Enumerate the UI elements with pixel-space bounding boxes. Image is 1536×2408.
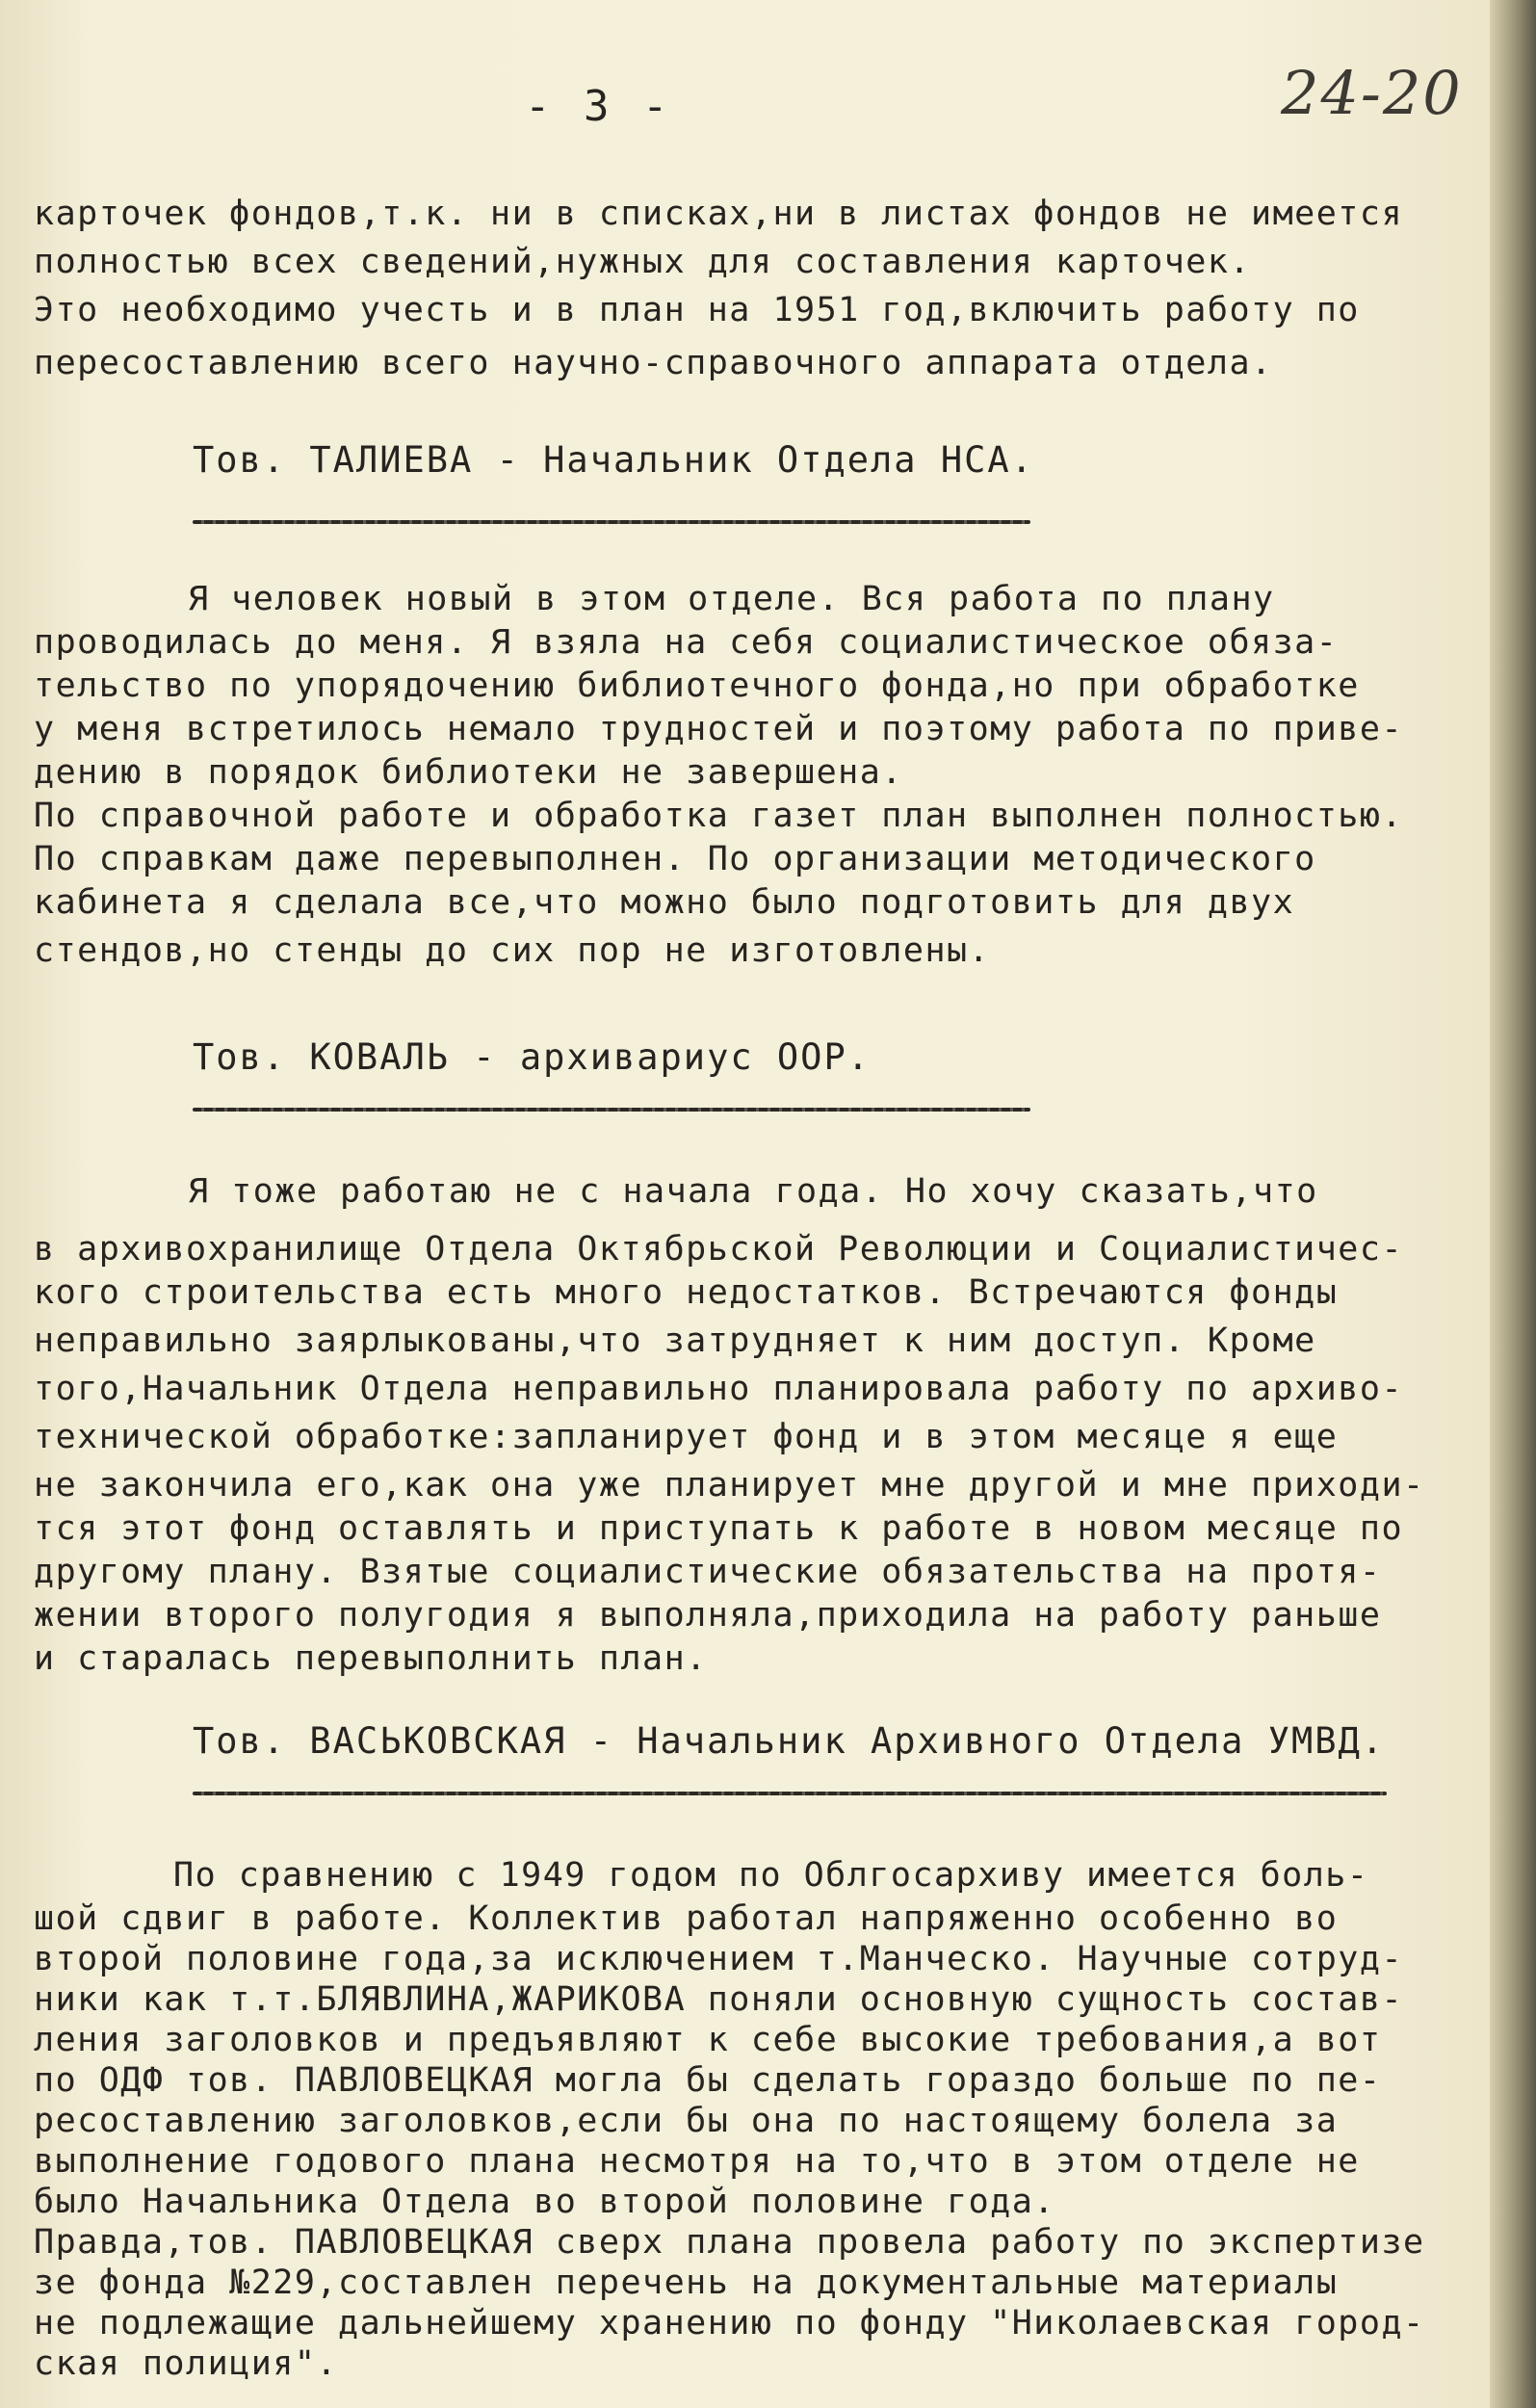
text-line: было Начальника Отдела во второй половине года. xyxy=(34,2183,1055,2221)
text-line: тся этот фонд оставлять и приступать к работе в новом месяце по xyxy=(34,1509,1404,1548)
text-line: в архивохранилище Отдела Октябрьской Революции и Социалистичес- xyxy=(34,1230,1404,1269)
text-line: ления заголовков и предъявляют к себе высокие требования,а вот xyxy=(34,2021,1382,2059)
text-line: По справочной работе и обработка газет план выполнен полностью. xyxy=(34,797,1404,835)
text-line: карточек фондов,т.к. ни в списках,ни в листах фондов не имеется xyxy=(34,195,1404,233)
text-line: кого строительства есть много недостатков. Встречаются фонды xyxy=(34,1273,1339,1312)
text-line: По справкам даже перевыполнен. По организации методического xyxy=(34,840,1316,878)
speaker-heading: Тов. ТАЛИЕВА - Начальник Отдела НСА. xyxy=(193,439,1034,481)
text-line: Я человек новый в этом отделе. Вся работа по плану xyxy=(188,580,1275,618)
text-line: полностью всех сведений,нужных для составления карточек. xyxy=(34,243,1252,281)
page-edge-shadow xyxy=(1490,0,1536,2408)
text-line: второй половине года,за исключением т.Манческо. Научные сотруд- xyxy=(34,1940,1404,1978)
text-line: ресоставлению заголовков,если бы она по настоящему болела за xyxy=(34,2102,1339,2140)
text-line: другому плану. Взятые социалистические обязательства на протя- xyxy=(34,1553,1382,1591)
text-line: того,Начальник Отдела неправильно планировала работу по архиво- xyxy=(34,1370,1404,1408)
text-line: Я тоже работаю не с начала года. Но хочу сказать,что xyxy=(188,1172,1318,1211)
speaker-underline xyxy=(193,1108,1030,1112)
speaker-underline xyxy=(193,520,1030,524)
text-line: неправильно заярлыкованы,что затрудняет к ним доступ. Кроме xyxy=(34,1322,1316,1360)
text-line: кабинета я сделала все,что можно было подготовить для двух xyxy=(34,883,1295,922)
text-line: выполнение годового плана несмотря на то,что в этом отделе не xyxy=(34,2142,1360,2181)
text-line: не подлежащие дальнейшему хранению по фонду "Николаевская город- xyxy=(34,2304,1425,2343)
text-line: Это необходимо учесть и в план на 1951 год,включить работу по xyxy=(34,291,1360,329)
text-line: и старалась перевыполнить план. xyxy=(34,1639,708,1678)
text-line: По сравнению с 1949 годом по Облгосархиву имеется боль- xyxy=(173,1856,1369,1895)
text-line: не закончила его,как она уже планирует мне другой и мне приходи- xyxy=(34,1466,1425,1505)
page-number: - 3 - xyxy=(525,82,672,131)
text-line: пересоставлению всего научно-справочного аппарата отдела. xyxy=(34,344,1273,382)
speaker-heading: Тов. ВАСЬКОВСКАЯ - Начальник Архивного Отдела УМВД. xyxy=(193,1720,1386,1762)
text-line: проводилась до меня. Я взяла на себя социалистическое обяза- xyxy=(34,623,1339,662)
text-line: дению в порядок библиотеки не завершена. xyxy=(34,753,903,792)
text-line: шой сдвиг в работе. Коллектив работал напряженно особенно во xyxy=(34,1899,1339,1938)
text-line: ники как т.т.БЛЯВЛИНА,ЖАРИКОВА поняли основную сущность состав- xyxy=(34,1980,1404,2019)
text-line: жении второго полугодия я выполняла,приходила на работу раньше xyxy=(34,1596,1382,1635)
text-line: зе фонда №229,составлен перечень на документальные материалы xyxy=(34,2264,1339,2302)
archive-folio-mark: 24-20 xyxy=(1281,58,1463,128)
speaker-underline xyxy=(193,1792,1387,1795)
text-line: у меня встретилось немало трудностей и поэтому работа по приве- xyxy=(34,710,1404,748)
text-line: по ОДФ тов. ПАВЛОВЕЦКАЯ могла бы сделать гораздо больше по пе- xyxy=(34,2061,1382,2100)
text-line: тельство по упорядочению библиотечного фонда,но при обработке xyxy=(34,667,1360,705)
speaker-heading: Тов. КОВАЛЬ - архивариус ООР. xyxy=(193,1036,872,1078)
text-line: Правда,тов. ПАВЛОВЕЦКАЯ сверх плана провела работу по экспертизе xyxy=(34,2223,1425,2262)
text-line: технической обработке:запланирует фонд и в этом месяце я еще xyxy=(34,1418,1339,1456)
text-line: ская полиция". xyxy=(34,2344,339,2383)
text-line: стендов,но стенды до сих пор не изготовлены. xyxy=(34,931,991,970)
